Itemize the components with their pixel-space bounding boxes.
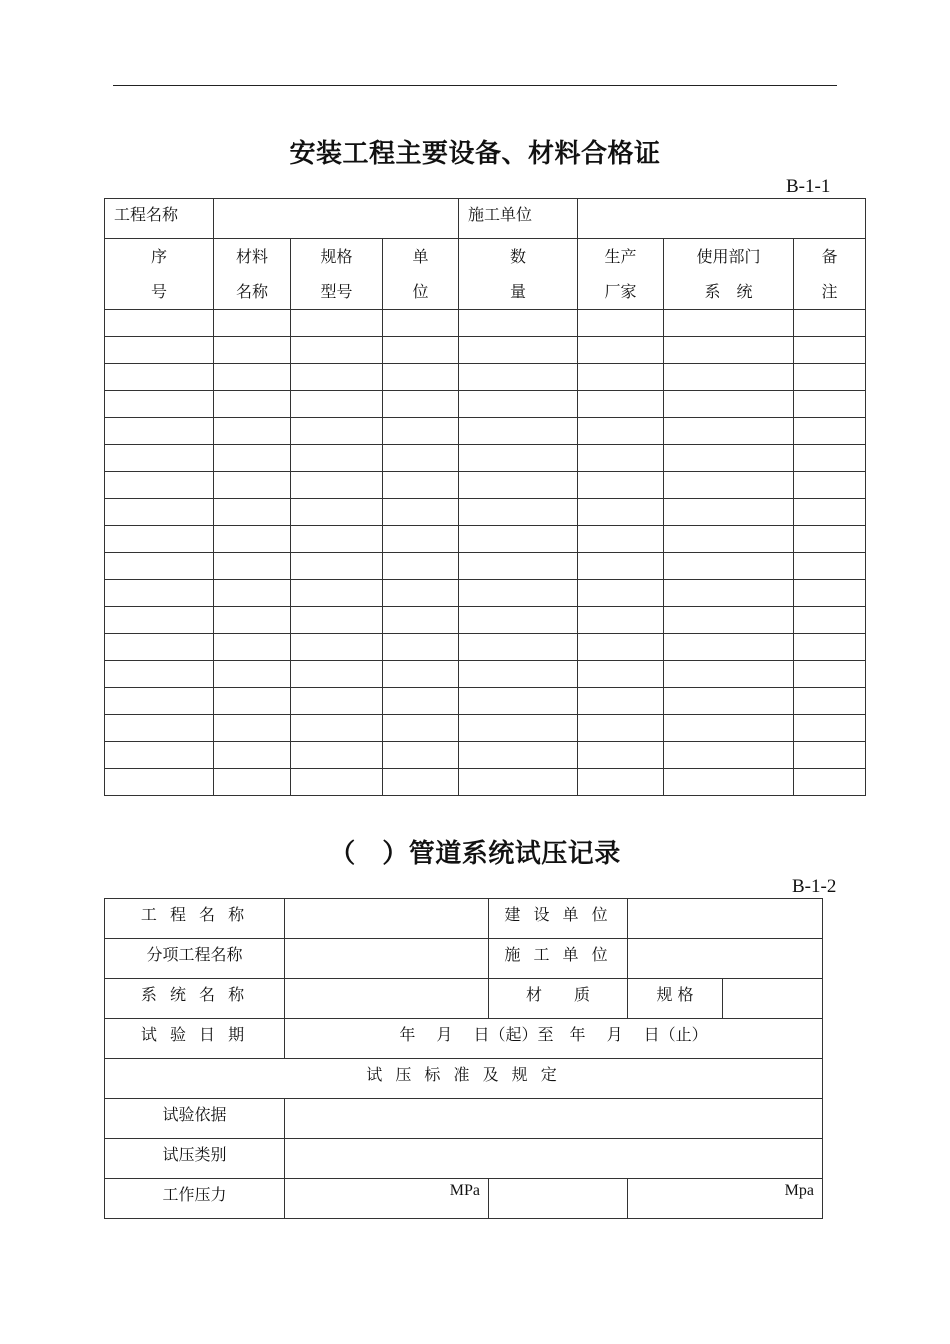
table-cell[interactable] — [105, 607, 214, 634]
pressure-test-table — [104, 898, 823, 1219]
table-cell[interactable] — [214, 526, 291, 553]
test-pressure-field[interactable]: Mpa — [628, 1179, 823, 1219]
sub-project-field[interactable] — [285, 939, 489, 979]
table-cell[interactable] — [578, 337, 664, 364]
table-cell[interactable] — [578, 472, 664, 499]
table-cell[interactable] — [459, 715, 578, 742]
row-system — [105, 979, 823, 1019]
table-cell[interactable] — [105, 634, 214, 661]
table-row — [105, 418, 866, 445]
table-cell[interactable] — [794, 661, 866, 688]
build-unit-label: 建 设 单 位 — [489, 899, 628, 939]
table-cell[interactable] — [794, 715, 866, 742]
table-cell[interactable] — [664, 337, 794, 364]
table-cell[interactable] — [664, 526, 794, 553]
table-cell[interactable] — [105, 337, 214, 364]
col-header-material-name: 材料 名称 — [214, 239, 291, 310]
table-cell[interactable] — [578, 634, 664, 661]
table-cell[interactable] — [291, 607, 383, 634]
table-cell[interactable] — [383, 634, 459, 661]
table-cell[interactable] — [383, 310, 459, 337]
table-cell[interactable] — [664, 499, 794, 526]
table-row — [105, 715, 866, 742]
table-cell[interactable] — [105, 310, 214, 337]
table-cell[interactable] — [664, 364, 794, 391]
table-cell[interactable] — [214, 661, 291, 688]
table-cell[interactable] — [459, 499, 578, 526]
col-header-unit: 单 位 — [383, 239, 459, 310]
table-cell[interactable] — [578, 715, 664, 742]
build-unit-field[interactable] — [628, 899, 823, 939]
construction-unit-field-2[interactable] — [628, 939, 823, 979]
table-row — [105, 688, 866, 715]
project-name-field[interactable] — [214, 199, 459, 239]
table-cell[interactable] — [459, 634, 578, 661]
table-cell[interactable] — [578, 310, 664, 337]
table-cell[interactable] — [459, 553, 578, 580]
table-cell[interactable] — [459, 391, 578, 418]
table-cell[interactable] — [459, 661, 578, 688]
table-cell[interactable] — [291, 715, 383, 742]
table-cell[interactable] — [291, 742, 383, 769]
table-cell[interactable] — [664, 472, 794, 499]
table-row — [105, 769, 866, 796]
table-cell[interactable] — [214, 688, 291, 715]
test-type-label: 试压类别 — [105, 1139, 285, 1179]
system-name-field[interactable] — [285, 979, 489, 1019]
table-cell[interactable] — [664, 742, 794, 769]
row-test-date — [105, 1019, 823, 1059]
material-label: 材 质 — [489, 979, 628, 1019]
table-cell[interactable] — [383, 661, 459, 688]
table-cell[interactable] — [459, 580, 578, 607]
table-cell[interactable] — [105, 553, 214, 580]
table-row — [105, 742, 866, 769]
row-standard-header — [105, 1059, 823, 1099]
test-basis-label: 试验依据 — [105, 1099, 285, 1139]
table-cell[interactable] — [383, 472, 459, 499]
table-cell[interactable] — [383, 499, 459, 526]
col-header-dept-system: 使用部门 系 统 — [664, 239, 794, 310]
table-cell[interactable] — [291, 472, 383, 499]
working-pressure-field[interactable]: MPa — [285, 1179, 489, 1219]
table-cell[interactable] — [105, 364, 214, 391]
table-cell[interactable] — [664, 418, 794, 445]
form1-title: 安装工程主要设备、材料合格证 — [289, 139, 661, 169]
working-pressure-label: 工作压力 — [105, 1179, 285, 1219]
table-cell[interactable] — [383, 445, 459, 472]
table-cell[interactable] — [291, 445, 383, 472]
sub-project-label: 分项工程名称 — [105, 939, 285, 979]
test-basis-field[interactable] — [285, 1099, 823, 1139]
table-cell[interactable] — [794, 688, 866, 715]
table-cell[interactable] — [664, 715, 794, 742]
col-header-spec-model: 规格 型号 — [291, 239, 383, 310]
top-rule — [113, 85, 837, 86]
table-cell[interactable] — [291, 310, 383, 337]
table-cell[interactable] — [383, 553, 459, 580]
table-cell[interactable] — [794, 607, 866, 634]
table-cell[interactable] — [214, 715, 291, 742]
table-cell[interactable] — [214, 553, 291, 580]
form1-code: B-1-1 — [786, 176, 831, 197]
table-row — [105, 364, 866, 391]
table-cell[interactable] — [578, 688, 664, 715]
table-cell[interactable] — [214, 769, 291, 796]
table-row — [105, 445, 866, 472]
table-cell[interactable] — [214, 634, 291, 661]
test-date-field[interactable]: 年 月 日（起）至 年 月 日（止） — [285, 1019, 823, 1059]
row-subproject — [105, 939, 823, 979]
table-cell[interactable] — [794, 526, 866, 553]
table-cell[interactable] — [578, 364, 664, 391]
table-cell[interactable] — [383, 769, 459, 796]
table-cell[interactable] — [105, 580, 214, 607]
table-cell[interactable] — [794, 553, 866, 580]
row-test-type — [105, 1139, 823, 1179]
table-cell[interactable] — [214, 580, 291, 607]
table-row — [105, 310, 866, 337]
table-row — [105, 607, 866, 634]
test-date-label: 试 验 日 期 — [105, 1019, 285, 1059]
table-cell[interactable] — [291, 634, 383, 661]
standard-header: 试 压 标 准 及 规 定 — [105, 1059, 823, 1099]
test-type-field[interactable] — [285, 1139, 823, 1179]
table-cell[interactable] — [794, 580, 866, 607]
col-header-quantity: 数 量 — [459, 239, 578, 310]
table-cell[interactable] — [214, 445, 291, 472]
table-row — [105, 580, 866, 607]
table-row — [105, 526, 866, 553]
table-cell[interactable] — [794, 445, 866, 472]
table-cell[interactable] — [664, 445, 794, 472]
table-cell[interactable] — [578, 580, 664, 607]
table-cell[interactable] — [291, 661, 383, 688]
table-cell[interactable] — [214, 607, 291, 634]
table-cell[interactable] — [459, 526, 578, 553]
table-cell[interactable] — [459, 742, 578, 769]
row-test-basis — [105, 1099, 823, 1139]
table-cell[interactable] — [214, 364, 291, 391]
table-cell[interactable] — [105, 715, 214, 742]
table-cell[interactable] — [214, 337, 291, 364]
table-cell[interactable] — [578, 526, 664, 553]
table-cell[interactable] — [578, 769, 664, 796]
table-cell[interactable] — [291, 580, 383, 607]
table-cell[interactable] — [105, 661, 214, 688]
table-cell[interactable] — [214, 418, 291, 445]
table-cell[interactable] — [214, 472, 291, 499]
construction-unit-field[interactable] — [578, 199, 866, 239]
table-cell[interactable] — [578, 499, 664, 526]
table-cell[interactable] — [383, 364, 459, 391]
table-row — [105, 472, 866, 499]
table-cell[interactable] — [383, 526, 459, 553]
table-cell[interactable] — [214, 742, 291, 769]
table-cell[interactable] — [459, 688, 578, 715]
table-cell[interactable] — [214, 391, 291, 418]
table-cell[interactable] — [105, 742, 214, 769]
table-cell[interactable] — [459, 418, 578, 445]
col-header-seq: 序 号 — [105, 239, 214, 310]
materials-table — [104, 198, 866, 796]
project-name-label-2: 工 程 名 称 — [105, 899, 285, 939]
table-cell[interactable] — [794, 391, 866, 418]
table-cell[interactable] — [794, 337, 866, 364]
col-header-remarks: 备 注 — [794, 239, 866, 310]
spec-label: 规 格 — [628, 979, 723, 1019]
table-cell[interactable] — [214, 310, 291, 337]
table-cell[interactable] — [664, 391, 794, 418]
table-cell[interactable] — [578, 445, 664, 472]
row-working-pressure — [105, 1179, 823, 1219]
construction-unit-label-2: 施 工 单 位 — [489, 939, 628, 979]
pressure-extra-field[interactable] — [489, 1179, 628, 1219]
column-header-row — [105, 239, 866, 310]
table-cell[interactable] — [794, 472, 866, 499]
table-cell[interactable] — [459, 472, 578, 499]
table-row — [105, 337, 866, 364]
table-cell[interactable] — [794, 634, 866, 661]
table-cell[interactable] — [383, 715, 459, 742]
table-row — [105, 499, 866, 526]
table-cell[interactable] — [664, 310, 794, 337]
table-cell[interactable] — [291, 364, 383, 391]
table-cell[interactable] — [459, 769, 578, 796]
table-cell[interactable] — [383, 337, 459, 364]
table-cell[interactable] — [794, 310, 866, 337]
table-cell[interactable] — [105, 688, 214, 715]
table-cell[interactable] — [383, 688, 459, 715]
table-cell[interactable] — [578, 391, 664, 418]
table-cell[interactable] — [214, 499, 291, 526]
table-cell[interactable] — [105, 472, 214, 499]
table-cell[interactable] — [105, 769, 214, 796]
table-cell[interactable] — [105, 526, 214, 553]
table-cell[interactable] — [794, 769, 866, 796]
table-row — [105, 634, 866, 661]
spec-field[interactable] — [723, 979, 823, 1019]
table-cell[interactable] — [794, 418, 866, 445]
row-project — [105, 899, 823, 939]
table-cell[interactable] — [105, 391, 214, 418]
table-cell[interactable] — [383, 391, 459, 418]
table-row — [105, 391, 866, 418]
table-cell[interactable] — [383, 418, 459, 445]
table-cell[interactable] — [383, 742, 459, 769]
system-name-label: 系 统 名 称 — [105, 979, 285, 1019]
table-cell[interactable] — [291, 418, 383, 445]
table-cell[interactable] — [664, 634, 794, 661]
table-cell[interactable] — [664, 553, 794, 580]
table-cell[interactable] — [794, 742, 866, 769]
table-cell[interactable] — [578, 742, 664, 769]
table-cell[interactable] — [383, 580, 459, 607]
table-cell[interactable] — [664, 580, 794, 607]
table-cell[interactable] — [794, 364, 866, 391]
col-header-manufacturer: 生产 厂家 — [578, 239, 664, 310]
table-cell[interactable] — [291, 526, 383, 553]
table-cell[interactable] — [578, 661, 664, 688]
form2-title: （ ）管道系统试压记录 — [329, 839, 621, 869]
construction-unit-label: 施工单位 — [459, 199, 578, 239]
table-cell[interactable] — [578, 553, 664, 580]
form2-code: B-1-2 — [792, 876, 837, 897]
table-cell[interactable] — [664, 769, 794, 796]
table-cell[interactable] — [105, 499, 214, 526]
table-cell[interactable] — [664, 661, 794, 688]
table-cell[interactable] — [578, 607, 664, 634]
table-cell[interactable] — [664, 688, 794, 715]
table-cell[interactable] — [291, 499, 383, 526]
table-cell[interactable] — [459, 445, 578, 472]
table-cell[interactable] — [105, 445, 214, 472]
project-name-label: 工程名称 — [105, 199, 214, 239]
table-cell[interactable] — [291, 553, 383, 580]
table-cell[interactable] — [291, 688, 383, 715]
table-cell[interactable] — [459, 337, 578, 364]
table-cell[interactable] — [105, 418, 214, 445]
table-cell[interactable] — [459, 607, 578, 634]
table-cell[interactable] — [578, 418, 664, 445]
table-cell[interactable] — [291, 769, 383, 796]
table-cell[interactable] — [664, 607, 794, 634]
project-name-field-2[interactable] — [285, 899, 489, 939]
table-cell[interactable] — [459, 364, 578, 391]
table-cell[interactable] — [291, 337, 383, 364]
table-cell[interactable] — [794, 499, 866, 526]
table-row — [105, 553, 866, 580]
table-cell[interactable] — [383, 607, 459, 634]
project-info-row — [105, 199, 866, 239]
table-row — [105, 661, 866, 688]
table-cell[interactable] — [291, 391, 383, 418]
table-cell[interactable] — [459, 310, 578, 337]
